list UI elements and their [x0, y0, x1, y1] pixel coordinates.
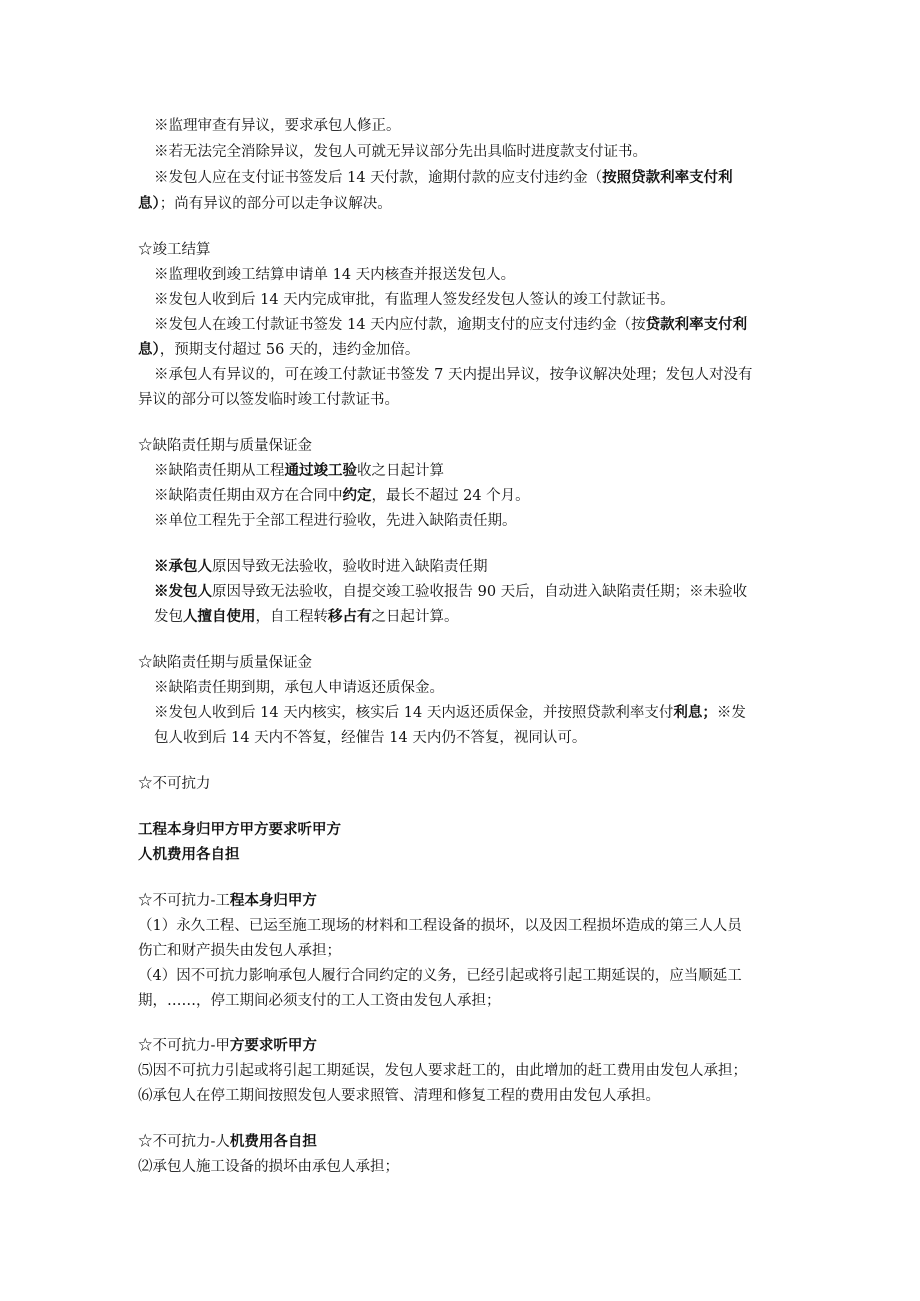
bold-text: 利息；: [673, 704, 717, 721]
paragraph-line: ⑵承包人施工设备的损坏由承包人承担；: [138, 1159, 399, 1175]
paragraph-line: ※发包人收到后 14 天内核实，核实后 14 天内返还质保金，并按照贷款利率支付利息；※发: [154, 704, 746, 721]
bold-text: 移占有: [328, 608, 372, 625]
paragraph-line: ※缺陷责任期到期，承包人申请返还质保金。: [154, 680, 444, 696]
bold-text: 人擅自使用: [183, 608, 256, 625]
paragraph-line: ※承包人原因导致无法验收，验收时进入缺陷责任期: [154, 558, 488, 575]
paragraph-line: ※单位工程先于全部工程进行验收，先进入缺陷责任期。: [154, 513, 517, 529]
bold-text: 息）: [138, 195, 160, 212]
paragraph-line: 发包人擅自使用，自工程转移占有之日起计算。: [154, 608, 459, 625]
paragraph-line: 息），预期支付超过 56 天的，违约金加倍。: [138, 341, 420, 358]
paragraph-line: ※发包人在竣工付款证书签发 14 天内应付款，逾期支付的应支付违约金（按贷款利率支付利: [154, 316, 748, 333]
section-heading: ☆竣工结算: [138, 242, 211, 258]
paragraph-line: ※若无法完全消除异议，发包人可就无异议部分先出具临时进度款支付证书。: [154, 144, 647, 160]
bold-text: 方要求听甲方: [229, 1037, 317, 1054]
paragraph-line: （4）因不可抗力影响承包人履行合同约定的义务，已经引起或将引起工期延误的，应当顺延工: [138, 968, 742, 984]
paragraph-line: ※发包人应在支付证书签发后 14 天付款，逾期付款的应支付违约金（按照贷款利率支付利: [154, 169, 733, 186]
paragraph-line: ※监理收到竣工结算申请单 14 天内核查并报送发包人。: [154, 267, 516, 283]
paragraph-line: 异议的部分可以签发临时竣工付款证书。: [138, 392, 399, 408]
bold-text: 息）: [138, 341, 160, 358]
bold-text: 机费用各自担: [229, 1133, 317, 1150]
section-heading: ☆缺陷责任期与质量保证金: [138, 655, 312, 671]
bold-text: 按照贷款利率支付利: [602, 169, 733, 186]
section-heading: ☆不可抗力-人机费用各自担: [138, 1133, 317, 1150]
paragraph-line: 包人收到后 14 天内不答复，经催告 14 天内仍不答复，视同认可。: [154, 730, 587, 746]
section-heading: ☆不可抗力-甲方要求听甲方: [138, 1037, 317, 1054]
paragraph-line: ⑸因不可抗力引起或将引起工期延误，发包人要求赶工的，由此增加的赶工费用由发包人承担；: [138, 1063, 747, 1079]
section-heading: ☆缺陷责任期与质量保证金: [138, 438, 312, 454]
paragraph-line: ⑹承包人在停工期间按照发包人要求照管、清理和修复工程的费用由发包人承担。: [138, 1088, 660, 1104]
bold-text: 约定: [342, 487, 372, 504]
paragraph-line: ※发包人收到后 14 天内完成审批，有监理人签发经发包人签认的竣工付款证书。: [154, 292, 675, 308]
paragraph-line: ※承包人有异议的，可在竣工付款证书签发 7 天内提出异议，按争议解决处理；发包人对没有: [154, 367, 753, 383]
section-heading: ☆不可抗力: [138, 776, 211, 792]
section-heading: ☆不可抗力-工程本身归甲方: [138, 892, 317, 909]
bold-text: 程本身归甲方: [229, 892, 317, 909]
bold-text: 通过竣工验: [284, 462, 357, 479]
paragraph-line: 伤亡和财产损失由发包人承担；: [138, 943, 341, 959]
paragraph-line: （1）永久工程、已运至施工现场的材料和工程设备的损坏，以及因工程损坏造成的第三人人员: [138, 918, 742, 934]
bold-summary-line: 工程本身归甲方甲方要求听甲方: [138, 822, 341, 838]
paragraph-line: 期，……，停工期间必须支付的工人工资由发包人承担；: [138, 993, 501, 1009]
bold-summary-line: 人机费用各自担: [138, 847, 240, 863]
paragraph-line: ※缺陷责任期从工程通过竣工验收之日起计算: [154, 462, 444, 479]
bold-text: ※承包人: [154, 558, 212, 575]
paragraph-line: ※发包人原因导致无法验收，自提交竣工验收报告 90 天后，自动进入缺陷责任期；※未验收: [154, 583, 748, 600]
paragraph-line: ※监理审查有异议，要求承包人修正。: [154, 118, 401, 134]
bold-text: 贷款利率支付利: [645, 316, 748, 333]
paragraph-line: ※缺陷责任期由双方在合同中约定，最长不超过 24 个月。: [154, 487, 530, 504]
bold-text: ※发包人: [154, 583, 212, 600]
paragraph-line: 息）；尚有异议的部分可以走争议解决。: [138, 195, 392, 212]
